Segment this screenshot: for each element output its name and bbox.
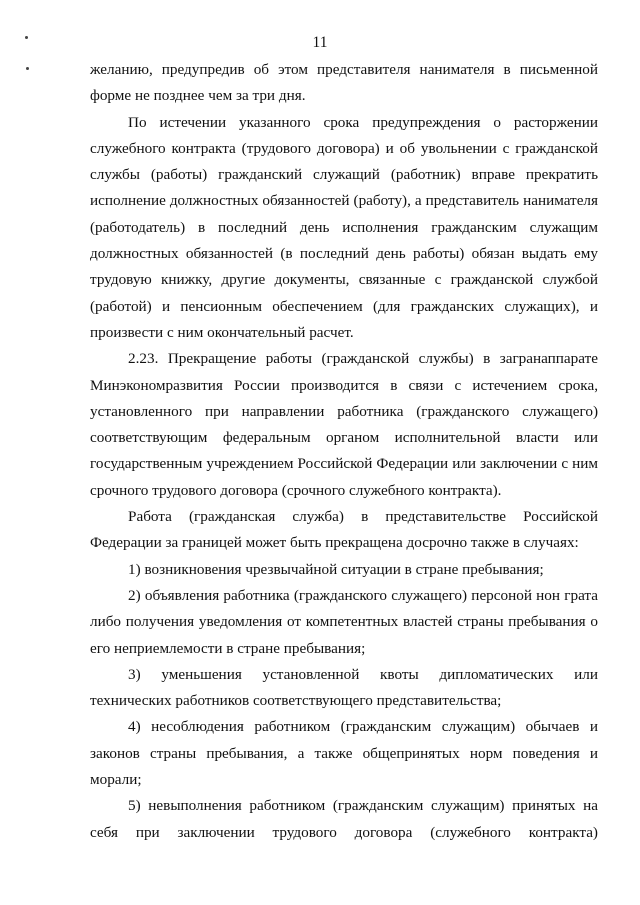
list-item-case-2: 2) объявления работника (гражданского служащего) персоной нон грата либо получения уведомления от компетентных властей страны пребывания о его неприемлемости в стране пребывания; [90, 586, 598, 657]
page-number: 11 [312, 34, 328, 51]
document-body [90, 57, 598, 846]
scan-speck [26, 67, 29, 70]
list-item-case-5: 5) невыполнения работником (гражданским служащим) принятых на себя при заключении трудового договора (служебного контракта) [90, 797, 598, 841]
paragraph-continuation: желанию, предупредив об этом представителя нанимателя в письменной форме не позднее чем за три дня. [90, 61, 598, 105]
list-item-case-4: 4) несоблюдения работником (гражданским служащим) обычаев и законов страны пребывания, а также общепринятых норм поведения и морали; [90, 718, 598, 789]
list-item-case-3: 3) уменьшения установленной квоты дипломатических или технических работников соответствующего представительства; [90, 665, 598, 710]
paragraph-2-23: 2.23. Прекращение работы (гражданской службы) в загранаппарате Минэкономразвития России производится в связи с истечением срока, установленного при направлении работника (гражданского служащего) соответствующим федеральным органом исполнительной власти или государственным учреждением Российской Федерации или заключении с ним срочного трудового договора (срочного служебного контракта). [90, 350, 598, 499]
paragraph-termination-notice: По истечении указанного срока предупреждения о расторжении служебного контракта (трудового договора) и об увольнении с гражданской службы (работы) гражданский служащий (работник) вправе прекратить исполнение должностных обязанностей (работу), а представитель нанимателя (работодатель) в последний день исполнения гражданским служащим должностных обязанностей (в последний день работы) обязан выдать ему трудовую книжку, другие документы, связанные с гражданской службой (работой) и пенсионным обеспечением (для гражданских служащих), и произвести с ним окончательный расчет. [90, 113, 598, 341]
paragraph-early-termination: Работа (гражданская служба) в представительстве Российской Федерации за границей может быть прекращена досрочно также в случаях: [90, 508, 598, 552]
list-item-case-1: 1) возникновения чрезвычайной ситуации в стране пребывания; [128, 560, 544, 578]
